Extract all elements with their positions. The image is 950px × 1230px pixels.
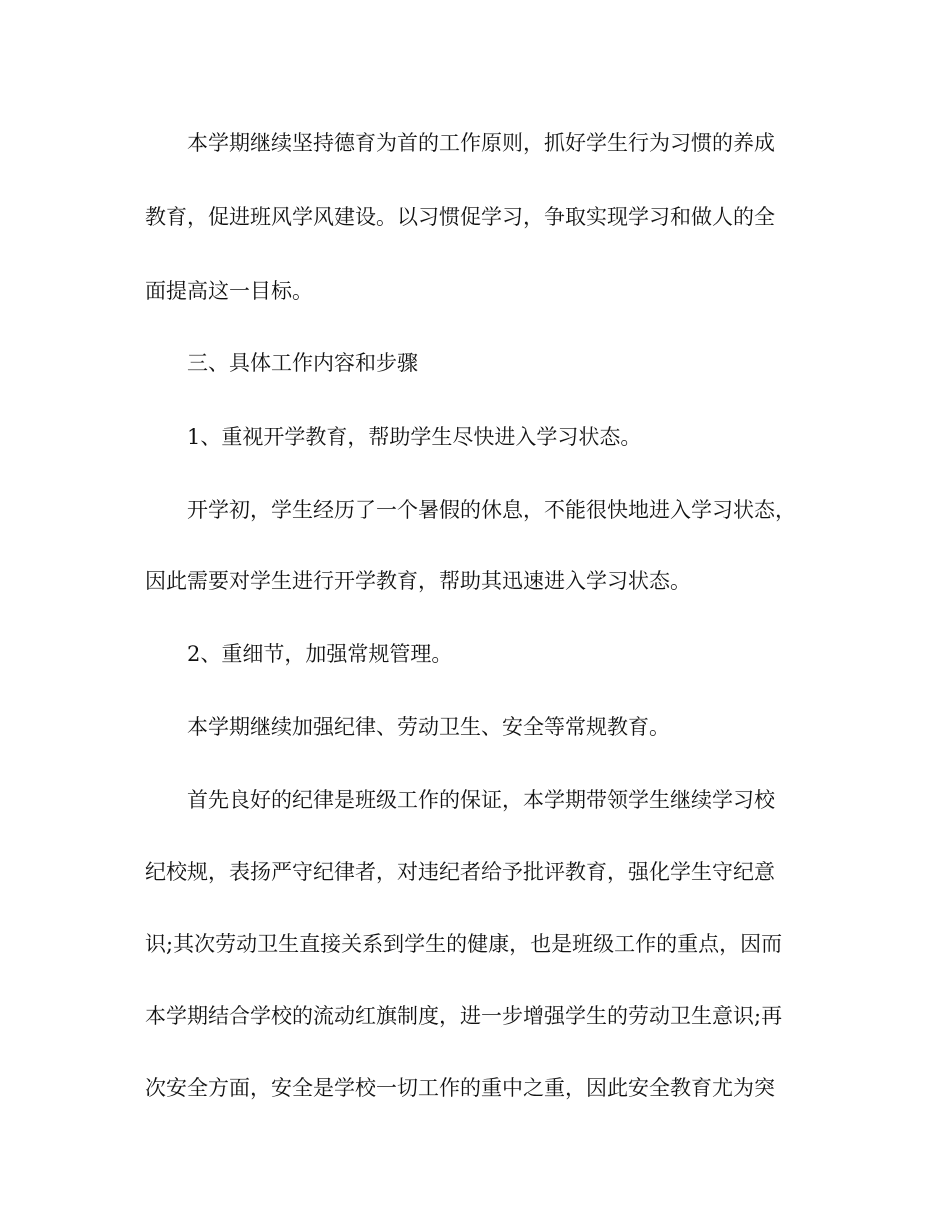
paragraph-line-10: 首先良好的纪律是班级工作的保证，本学期带领学生继续学习校 <box>187 788 775 812</box>
paragraph-line-9: 本学期继续加强纪律、劳动卫生、安全等常规教育。 <box>187 715 670 739</box>
paragraph-line-12: 识;其次劳动卫生直接关系到学生的健康，也是班级工作的重点，因而 <box>145 932 783 956</box>
paragraph-line-11: 纪校规，表扬严守纪律者，对违纪者给予批评教育，强化学生守纪意 <box>145 860 775 884</box>
paragraph-line-3: 面提高这一目标。 <box>145 279 313 303</box>
paragraph-line-1: 本学期继续坚持德育为首的工作原则，抓好学生行为习惯的养成 <box>187 131 775 155</box>
section-heading: 三、具体工作内容和步骤 <box>187 351 418 375</box>
subheading-2: 2、重细节，加强常规管理。 <box>187 642 453 666</box>
paragraph-line-6: 开学初，学生经历了一个暑假的休息，不能很快地进入学习状态， <box>187 498 796 522</box>
subheading-1: 1、重视开学教育，帮助学生尽快进入学习状态。 <box>187 425 642 449</box>
paragraph-line-13: 本学期结合学校的流动红旗制度，进一步增强学生的劳动卫生意识;再 <box>145 1004 783 1028</box>
paragraph-line-2: 教育，促进班风学风建设。以习惯促学习，争取实现学习和做人的全 <box>145 205 775 229</box>
paragraph-line-7: 因此需要对学生进行开学教育，帮助其迅速进入学习状态。 <box>145 569 691 593</box>
paragraph-line-14: 次安全方面，安全是学校一切工作的重中之重，因此安全教育尤为突 <box>145 1076 775 1100</box>
